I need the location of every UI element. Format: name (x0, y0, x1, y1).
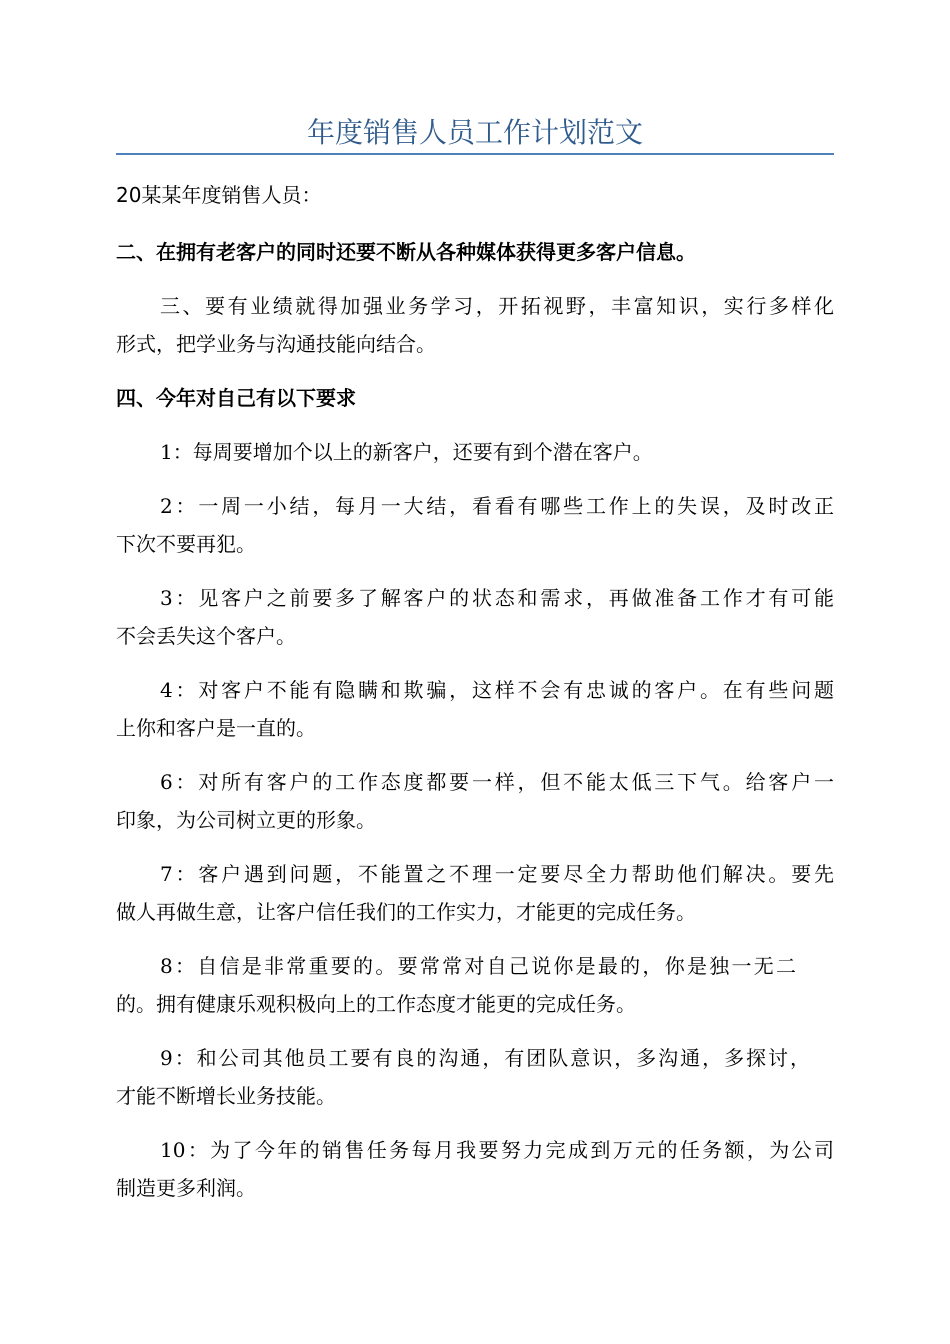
list-item-2-line-2: 下次不要再犯。 (116, 532, 256, 556)
list-item-9-line-1: 9：和公司其他员工要有良的沟通，有团队意识，多沟通，多探讨， (160, 1046, 810, 1070)
list-item-9-line-2: 才能不断增长业务技能。 (116, 1084, 336, 1108)
intro-line: 20某某年度销售人员： (116, 183, 322, 207)
document-title: 年度销售人员工作计划范文 (306, 116, 643, 149)
list-item-6-line-2: 印象，为公司树立更的形象。 (116, 808, 376, 832)
list-item-8-line-2: 的。拥有健康乐观积极向上的工作态度才能更的完成任务。 (116, 992, 636, 1016)
list-item-2-line-1: 2：一周一小结，每月一大结，看看有哪些工作上的失误，及时改正 (160, 494, 834, 518)
list-item-4-line-1: 4：对客户不能有隐瞒和欺骗，这样不会有忠诚的客户。在有些问题 (160, 678, 834, 702)
paragraph-section-3-line-1: 三、要有业绩就得加强业务学习，开拓视野，丰富知识，实行多样化 (160, 294, 834, 318)
list-item-8-line-1: 8：自信是非常重要的。要常常对自己说你是最的，你是独一无二 (160, 954, 796, 978)
heading-section-2: 二、在拥有老客户的同时还要不断从各种媒体获得更多客户信息。 (116, 240, 696, 264)
paragraph-section-3-line-2: 形式，把学业务与沟通技能向结合。 (116, 332, 436, 356)
title-underline (116, 153, 834, 155)
list-item-3-line-1: 3：见客户之前要多了解客户的状态和需求，再做准备工作才有可能 (160, 586, 834, 610)
list-item-1-line-1: 1：每周要增加个以上的新客户，还要有到个潜在客户。 (160, 440, 653, 464)
list-item-7-line-1: 7：客户遇到问题，不能置之不理一定要尽全力帮助他们解决。要先 (160, 862, 834, 886)
list-item-3-line-2: 不会丢失这个客户。 (116, 624, 296, 648)
list-item-10-line-1: 10：为了今年的销售任务每月我要努力完成到万元的任务额，为公司 (160, 1138, 834, 1162)
heading-section-4: 四、今年对自己有以下要求 (116, 386, 356, 410)
list-item-10-line-2: 制造更多利润。 (116, 1176, 256, 1200)
list-item-7-line-2: 做人再做生意，让客户信任我们的工作实力，才能更的完成任务。 (116, 900, 696, 924)
list-item-6-line-1: 6：对所有客户的工作态度都要一样，但不能太低三下气。给客户一 (160, 770, 834, 794)
list-item-4-line-2: 上你和客户是一直的。 (116, 716, 316, 740)
